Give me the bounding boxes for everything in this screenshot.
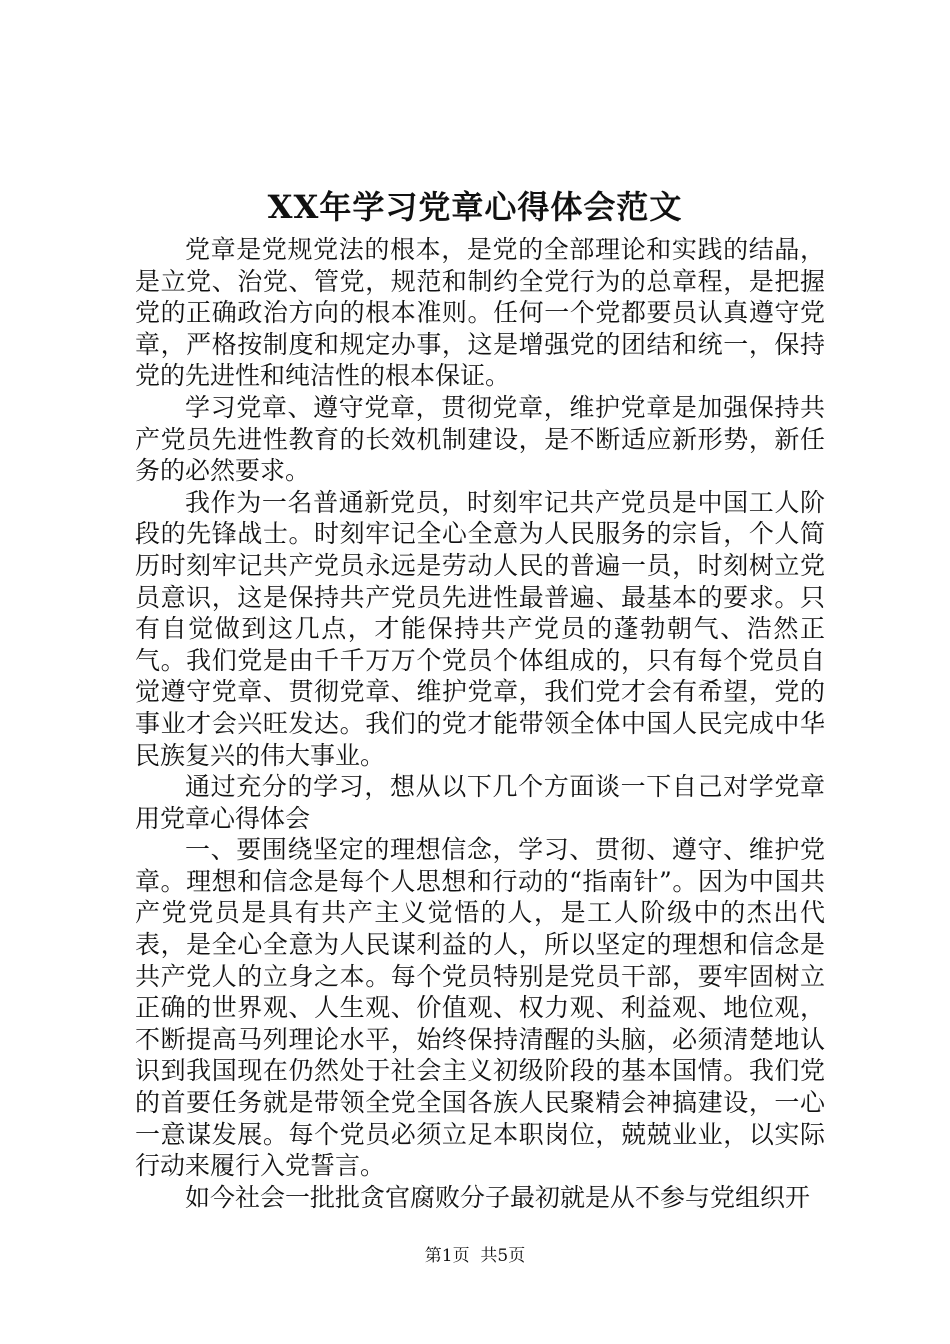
body-paragraph: 通过充分的学习，想从以下几个方面谈一下自己对学党章用党章心得体会: [135, 772, 825, 833]
page-footer: [0, 1244, 950, 1268]
body-paragraph: 学习党章、遵守党章，贯彻党章，维护党章是加强保持共产党员先进性教育的长效机制建设，是不断适应新形势，新任务的必然要求。: [135, 392, 825, 486]
document-body: [135, 234, 825, 1213]
document-title: XX年学习党章心得体会范文: [267, 188, 683, 226]
body-paragraph: 我作为一名普通新党员，时刻牢记共产党员是中国工人阶段的先锋战士。时刻牢记全心全意为人民服务的宗旨，个人简历时刻牢记共产党员永远是劳动人民的普遍一员，时刻树立党员意识，这是保持共产党员先进性最普遍、最基本的要求。只有自觉做到这几点，才能保持共产党员的蓬勃朝气、浩然正气。我们党是由千千万万个党员个体组成的，只有每个党员自觉遵守党章、贯彻党章、维护党章，我们党才会有希望，党的事业才会兴旺发达。我们的党才能带领全体中国人民完成中华民族复兴的伟大事业。: [135, 487, 825, 770]
footer-spacer: [470, 1246, 481, 1266]
page-number: 第1页: [424, 1246, 470, 1266]
body-paragraph: 一、要围绕坚定的理想信念，学习、贯彻、遵守、维护党章。理想和信念是每个人思想和行动的“指南针”。因为中国共产党党员是具有共产主义觉悟的人，是工人阶级中的杰出代表，是全心全意为人民谋利益的人，所以坚定的理想和信念是共产党人的立身之本。每个党员特别是党员干部，要牢固树立正确的世界观、人生观、价值观、权力观、利益观、地位观，不断提高马列理论水平，始终保持清醒的头脑，必须清楚地认识到我国现在仍然处于社会主义初级阶段的基本国情。我们党的首要任务就是带领全党全国各族人民聚精会神搞建设，一心一意谋发展。每个党员必须立足本职岗位，兢兢业业，以实际行动来履行入党誓言。: [135, 835, 825, 1181]
body-paragraph: 党章是党规党法的根本，是党的全部理论和实践的结晶，是立党、治党、管党，规范和制约全党行为的总章程，是把握党的正确政治方向的根本准则。任何一个党都要员认真遵守党章，严格按制度和规定办事，这是增强党的团结和统一，保持党的先进性和纯洁性的根本保证。: [135, 235, 825, 391]
page-total: 共5页: [480, 1246, 526, 1266]
body-paragraph: 如今社会一批批贪官腐败分子最初就是从不参与党组织开: [185, 1182, 811, 1212]
